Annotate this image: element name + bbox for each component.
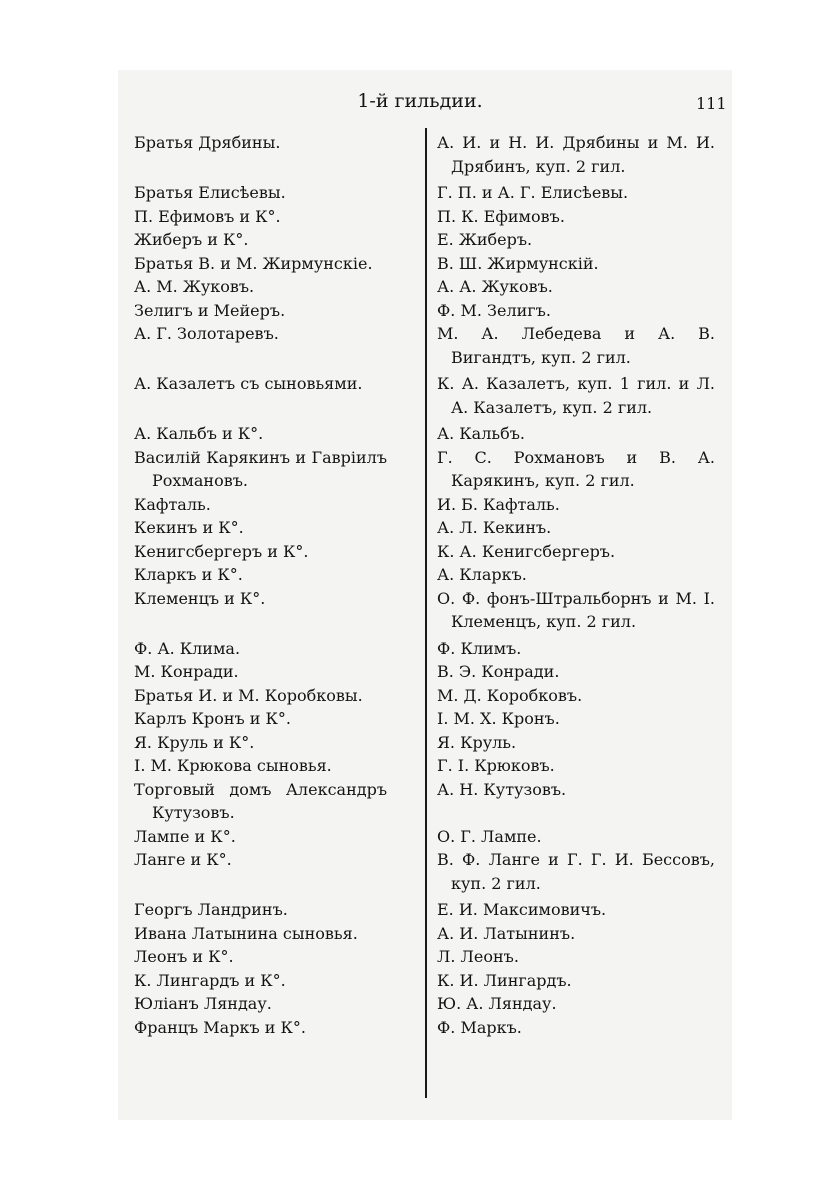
table-row — [134, 637, 719, 661]
table-row — [134, 228, 719, 252]
owner-names: Е. И. Максимовичъ. — [437, 900, 607, 919]
firm-name: К. Лингардъ и К°. — [134, 970, 286, 990]
firm-name: Георгъ Ландринъ. — [134, 900, 288, 919]
table-row — [134, 848, 719, 895]
owner-names: Л. Леонъ. — [437, 947, 519, 966]
table-row — [134, 372, 719, 419]
owner-names: В. Ф. Ланге и Г. Г. И. Бессовъ, куп. 2 гил. — [437, 850, 715, 893]
table-row — [134, 322, 719, 369]
table-row — [134, 252, 719, 276]
owner-names: А. И. и Н. И. Дрябины и М. И. Дрябинъ, куп. 2 гил. — [437, 133, 715, 176]
owner-names: И. Б. Кафталь. — [437, 494, 560, 514]
table-row — [134, 707, 719, 731]
firm-name — [134, 446, 401, 493]
owner-names: А. Кальбъ. — [437, 424, 525, 443]
firm-name: Братья В. и М. Жирмунскіе. — [134, 253, 373, 273]
owner-names: Г. П. и А. Г. Елисѣевы. — [437, 183, 629, 202]
firm-name: А. Кальбъ и К°. — [134, 424, 264, 443]
table-row — [134, 992, 719, 1016]
table-row — [134, 660, 719, 684]
firm-name: Юліанъ Ляндау. — [134, 994, 272, 1013]
table-row — [134, 131, 719, 178]
table-row — [134, 493, 719, 517]
table-row — [134, 754, 719, 778]
firm-name: Кенигсбергеръ и К°. — [134, 541, 309, 561]
table-row — [134, 587, 719, 634]
owner-names: Ф. Климъ. — [437, 638, 522, 658]
owner-names: Ф. Маркъ. — [437, 1017, 522, 1037]
firm-name-text: Торговый домъ Александръ Кутузовъ. — [134, 779, 387, 822]
owner-names: А. Л. Кекинъ. — [437, 518, 552, 537]
table-row — [134, 422, 719, 446]
owner-names: А. Кларкъ. — [437, 565, 527, 584]
firm-name: Францъ Маркъ и К°. — [134, 1017, 306, 1037]
owner-names: П. К. Ефимовъ. — [437, 206, 565, 226]
owner-names: В. Э. Конради. — [437, 662, 560, 681]
table-row — [134, 181, 719, 205]
firm-name: Ивана Латынина сыновья. — [134, 923, 358, 943]
owner-names: К. И. Лингардъ. — [437, 970, 572, 990]
owner-names: В. Ш. Жирмунскій. — [437, 253, 599, 273]
firm-name: А. М. Жуковъ. — [134, 277, 255, 296]
firm-name: А. Г. Золотаревъ. — [134, 324, 279, 343]
owner-names: К. А. Казалетъ, куп. 1 гил. и Л. А. Казалетъ, куп. 2 гил. — [437, 374, 715, 417]
firm-name: А. Казалетъ съ сыновьями. — [134, 374, 363, 393]
firm-name: Братья Елисѣевы. — [134, 183, 286, 202]
owner-names: І. М. Х. Кронъ. — [437, 709, 560, 728]
firm-name: Клеменцъ и К°. — [134, 588, 266, 608]
owner-names: А. И. Латынинъ. — [437, 923, 576, 943]
firm-name-text: Василій Карякинъ и Гавріилъ Рохмановъ. — [134, 447, 387, 490]
owner-names: О. Г. Лампе. — [437, 826, 542, 846]
owner-names: Ю. А. Ляндау. — [437, 994, 557, 1013]
firm-name: Братья Дрябины. — [134, 133, 281, 152]
firm-name: І. М. Крюкова сыновья. — [134, 756, 332, 775]
firm-name: Кафталь. — [134, 494, 211, 514]
firm-name: Я. Круль и К°. — [134, 732, 255, 752]
firm-name: Братья И. и М. Коробковы. — [134, 685, 363, 705]
firm-name: Лампе и К°. — [134, 826, 236, 846]
firm-name: П. Ефимовъ и К°. — [134, 206, 281, 226]
owner-names: О. Ф. фонъ-Штральборнъ и М. І. Клеменцъ, куп. 2 гил. — [437, 588, 715, 631]
firm-name: Карлъ Кронъ и К°. — [134, 709, 291, 728]
table-row — [134, 1016, 719, 1040]
owner-names: А. Н. Кутузовъ. — [437, 779, 567, 799]
table-row — [134, 684, 719, 708]
firm-name: Ф. А. Клима. — [134, 638, 241, 658]
owner-names: Г. С. Рохмановъ и В. А. Карякинъ, куп. 2 гил. — [437, 447, 715, 490]
firm-name — [134, 778, 401, 825]
table-row — [134, 205, 719, 229]
table-row — [134, 275, 719, 299]
page-number: 111 — [696, 94, 727, 113]
owner-names: А. А. Жуковъ. — [437, 277, 553, 296]
table-row — [134, 898, 719, 922]
owner-names: М. А. Лебедева и А. В. Вигандтъ, куп. 2 гил. — [437, 324, 715, 367]
firm-name: Кларкъ и К°. — [134, 565, 243, 584]
table-row — [134, 540, 719, 564]
firm-name: Жиберъ и К°. — [134, 230, 249, 249]
firm-name: Леонъ и К°. — [134, 947, 234, 966]
table-row — [134, 299, 719, 323]
owner-names: Ф. М. Зелигъ. — [437, 300, 551, 320]
owner-names: М. Д. Коробковъ. — [437, 685, 583, 705]
firm-name: Зелигъ и Мейеръ. — [134, 300, 286, 320]
owner-names: Е. Жиберъ. — [437, 230, 533, 249]
table-row — [134, 922, 719, 946]
firm-name: Кекинъ и К°. — [134, 518, 244, 537]
firm-table — [134, 131, 719, 1039]
table-row — [134, 446, 719, 493]
table-row — [134, 825, 719, 849]
owner-names: Я. Круль. — [437, 732, 517, 752]
table-row — [134, 945, 719, 969]
table-row — [134, 969, 719, 993]
owner-names: Г. І. Крюковъ. — [437, 756, 555, 775]
table-row — [134, 563, 719, 587]
table-row — [134, 731, 719, 755]
firm-name: Ланге и К°. — [134, 850, 232, 869]
table-row — [134, 516, 719, 540]
table-row — [134, 778, 719, 825]
firm-name: М. Конради. — [134, 662, 239, 681]
owner-names: К. А. Кенигсбергеръ. — [437, 541, 616, 561]
running-head: 1-й гильдии. — [357, 90, 483, 112]
